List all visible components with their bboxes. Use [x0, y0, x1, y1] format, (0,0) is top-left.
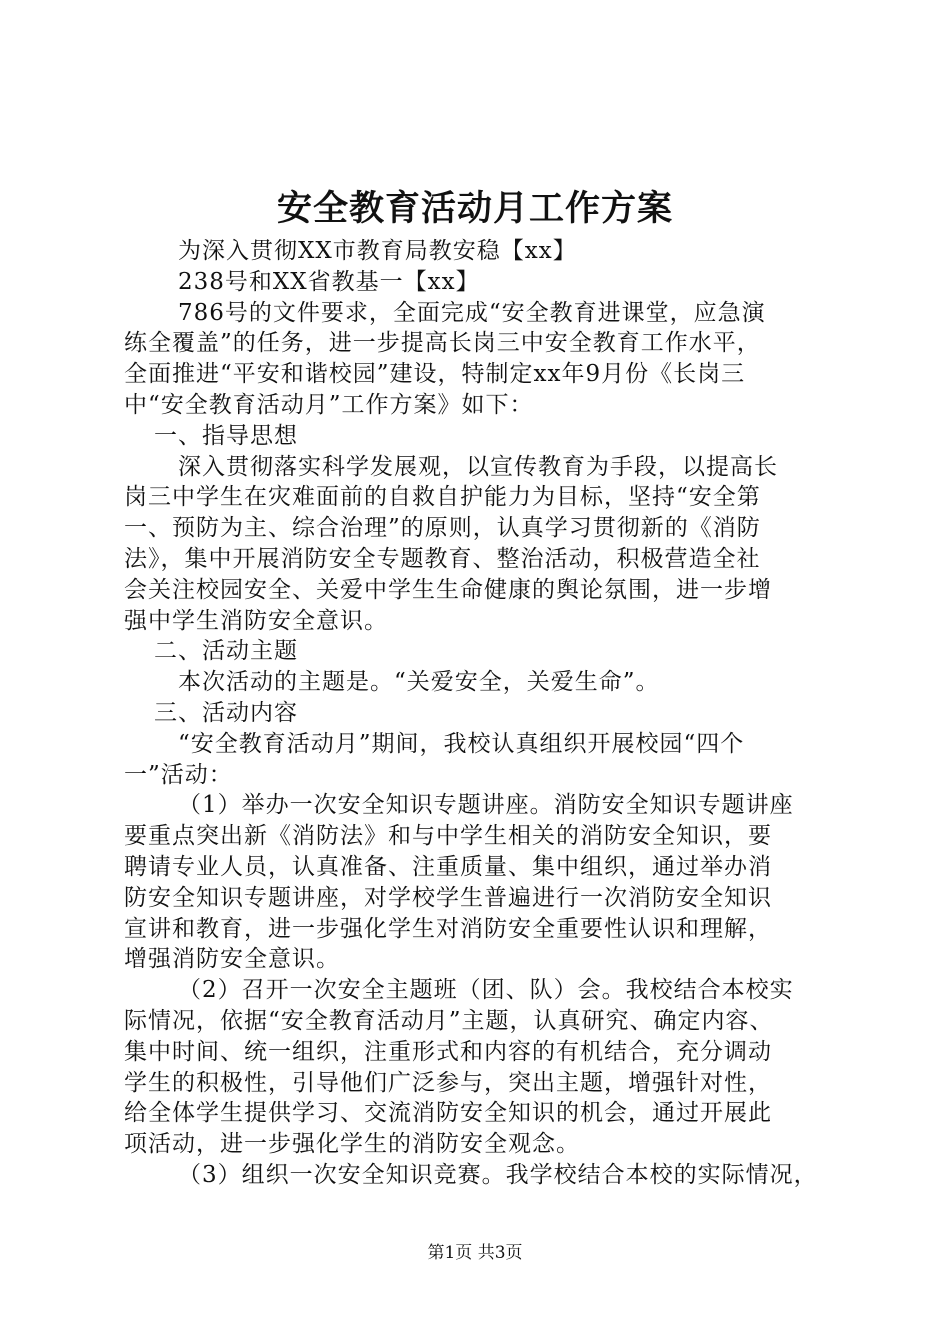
body-line: 强中学生消防安全意识。 [124, 607, 388, 634]
body-line: 集中时间、统一组织，注重形式和内容的有机结合，充分调动 [124, 1038, 772, 1065]
body-line: 际情况，依据“安全教育活动月”主题，认真研究、确定内容、 [124, 1007, 774, 1034]
body-line: 练全覆盖”的任务，进一步提高长岗三中安全教育工作水平， [124, 330, 761, 357]
body-line: 本次活动的主题是。“关爱安全，关爱生命”。 [178, 669, 660, 696]
body-line: 全面推进“平安和谐校园”建设，特制定xx年9月份《长岗三 [124, 361, 746, 388]
body-line: 学生的积极性，引导他们广泛参与，突出主题，增强针对性， [124, 1069, 772, 1096]
body-line: 岗三中学生在灾难面前的自救自护能力为目标，坚持“安全第 [124, 484, 761, 511]
body-line: “安全教育活动月”期间，我校认真组织开展校园“四个 [178, 730, 745, 757]
body-line: 聘请专业人员，认真准备、注重质量、集中组织，通过举办消 [124, 853, 772, 880]
body-line: 中“安全教育活动月”工作方案》如下： [124, 391, 534, 418]
body-line: 会关注校园安全、关爱中学生生命健康的舆论氛围，进一步增 [124, 576, 772, 603]
body-line: （1）举办一次安全知识专题讲座。消防安全知识专题讲座 [178, 792, 794, 819]
body-line: 786号的文件要求，全面完成“安全教育进课堂，应急演 [178, 299, 766, 326]
document-title: 安全教育活动月工作方案 [276, 188, 673, 229]
body-line: 三、活动内容 [154, 699, 298, 726]
body-line: 增强消防安全意识。 [124, 946, 340, 973]
body-line: 为深入贯彻XX市教育局教安稳【xx】 [178, 238, 577, 264]
body-line: 宣讲和教育，进一步强化学生对消防安全重要性认识和理解， [124, 915, 772, 942]
body-line: 项活动，进一步强化学生的消防安全观念。 [124, 1131, 580, 1158]
body-line: 一、指导思想 [154, 422, 298, 449]
body-line: 法》，集中开展消防安全专题教育、整治活动，积极营造全社 [124, 545, 761, 572]
body-line: 一”活动： [124, 761, 233, 788]
body-line: （3）组织一次安全知识竞赛。我学校结合本校的实际情况， [178, 1161, 818, 1188]
body-line: 给全体学生提供学习、交流消防安全知识的机会，通过开展此 [124, 1100, 772, 1127]
body-line: 一、预防为主、综合治理”的原则，认真学习贯彻新的《消防 [124, 515, 761, 542]
body-line: 防安全知识专题讲座，对学校学生普遍进行一次消防安全知识 [124, 884, 772, 911]
body-line: 二、活动主题 [154, 638, 298, 665]
body-line: 深入贯彻落实科学发展观，以宣传教育为手段，以提高长 [178, 453, 778, 480]
document-body [124, 236, 884, 1191]
page-footer: 第1页 共3页 [427, 1243, 523, 1263]
body-line: 238号和XX省教基一【xx】 [178, 268, 480, 295]
body-line: （2）召开一次安全主题班（团、队）会。我校结合本校实 [178, 977, 794, 1004]
body-line: 要重点突出新《消防法》和与中学生相关的消防安全知识，要 [124, 823, 772, 850]
